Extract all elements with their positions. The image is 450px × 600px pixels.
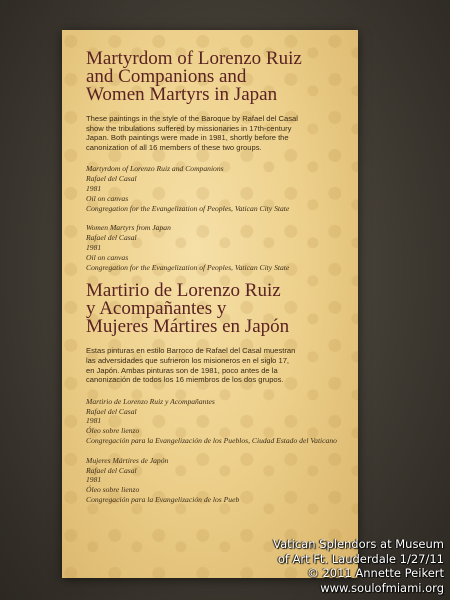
work-title: Women Martyrs from Japan [86, 223, 171, 233]
description-line: These paintings in the style of the Baroque by Rafael del Casal [86, 114, 298, 123]
museum-placard [62, 30, 358, 578]
description-line: las adversidades que sufrieron los misioneros en el siglo 17, [86, 355, 290, 365]
work-year: 1981 [86, 416, 102, 426]
work-title: Martyrdom of Lorenzo Ruiz and Companions [86, 164, 224, 174]
description-line: canonization of all 16 members of these two groups. [86, 142, 262, 152]
work-title: Martirio de Lorenzo Ruiz y Acompañantes [86, 396, 215, 406]
spanish-title [86, 282, 348, 336]
spanish-work-1 [86, 397, 348, 446]
work-collection: Congregación para la Evangelización de los Pueb [86, 494, 240, 504]
work-year: 1981 [86, 183, 102, 193]
spanish-title-line: y Acompañantes y [86, 298, 227, 320]
description-line: en Japón. Ambas pinturas son de 1981, poco antes de la [86, 365, 278, 375]
english-description [86, 114, 348, 152]
photo-watermark [273, 537, 444, 595]
english-title [86, 50, 348, 104]
work-title: Mujeres Mártires de Japón [86, 455, 169, 465]
work-year: 1981 [86, 475, 102, 485]
english-work-1 [86, 164, 348, 213]
work-artist: Rafael del Casal [86, 465, 137, 475]
work-artist: Rafael del Casal [86, 406, 137, 416]
spanish-work-2 [86, 456, 348, 505]
english-title-line: Martyrdom of Lorenzo Ruiz [86, 48, 302, 69]
english-work-2 [86, 223, 348, 272]
watermark-line: © 2011 Annette Peikert [307, 566, 444, 580]
spanish-title-line: Martirio de Lorenzo Ruiz [86, 280, 281, 302]
work-year: 1981 [86, 242, 102, 252]
spanish-description [86, 346, 348, 384]
placard-content [86, 50, 348, 515]
work-collection: Congregación para la Evangelización de los Pueblos, Ciudad Estado del Vaticano [86, 435, 337, 445]
watermark-line: of Art Ft. Lauderdale 1/27/11 [277, 551, 444, 566]
work-medium: Oil on canvas [86, 252, 129, 262]
description-line: show the tribulations suffered by missionaries in 17th-century [86, 123, 292, 133]
english-title-line: and Companions and [86, 66, 247, 87]
work-medium: Óleo sobre lienzo [86, 426, 140, 436]
work-artist: Rafael del Casal [86, 174, 137, 184]
description-line: Estas pinturas en estilo Barroco de Rafael del Casal muestran [86, 346, 296, 356]
watermark-line: www.soulofmiami.org [320, 580, 444, 595]
english-title-line: Women Martyrs in Japan [86, 84, 278, 105]
work-artist: Rafael del Casal [86, 233, 137, 243]
work-collection: Congregation for the Evangelization of Peoples, Vatican City State [86, 203, 290, 213]
description-line: Japan. Both paintings were made in 1981, shortly before the [86, 133, 289, 143]
work-medium: Óleo sobre lienzo [86, 485, 140, 495]
work-collection: Congregation for the Evangelization of Peoples, Vatican City State [86, 262, 290, 272]
description-line: canonización de todos los 16 miembros de los dos grupos. [86, 375, 284, 385]
work-medium: Oil on canvas [86, 193, 129, 203]
spanish-title-line: Mujeres Mártires en Japón [86, 316, 290, 338]
watermark-line: Vatican Splendors at Museum [273, 537, 444, 551]
